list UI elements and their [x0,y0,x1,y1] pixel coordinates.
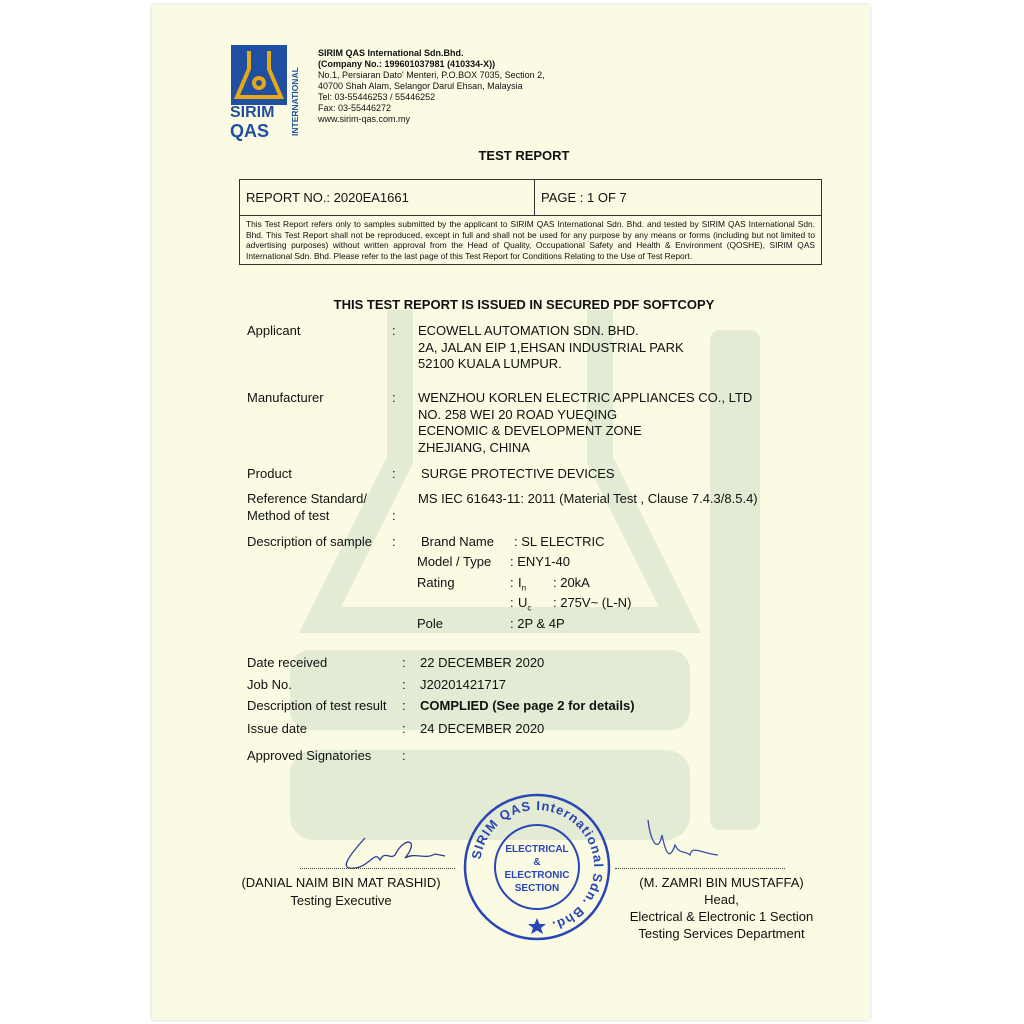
product-label: Product [247,466,292,481]
approved-label: Approved Signatories [247,748,372,763]
signature-line [300,868,455,869]
symbol: U [518,595,528,610]
colon: : [392,534,396,549]
standard-label [247,491,392,525]
colon: : [392,390,396,405]
applicant-label: Applicant [247,323,301,338]
stamp-star-icon [528,918,546,934]
signatory-title: Head, [704,892,739,907]
signatory-title: Testing Services Department [638,926,805,941]
symbol: I [518,575,522,590]
manufacturer-line: ZHEJIANG, CHINA [418,439,530,455]
logo-international: INTERNATIONAL [290,67,300,136]
report-number: REPORT NO.: 2020EA1661 [240,180,535,216]
result-value: COMPLIED (See page 2 for details) [420,698,635,713]
pole-label: Pole [417,616,444,631]
standard-label-line: Method of test [247,507,330,523]
applicant-row [247,323,684,373]
flask-gear-icon [231,45,287,105]
signature-zamri [640,815,720,875]
rating-label: Rating [417,575,455,590]
stamp-center-line: SECTION [514,883,560,894]
rating-uc-symbol [518,595,531,617]
brand-label: Brand Name [421,534,494,549]
model-value: : ENY1-40 [510,554,570,569]
signatory-title: Testing Executive [290,893,392,908]
disclaimer: This Test Report refers only to samples submitted by the applicant to SIRIM QAS International Sdn. Bhd. and tested by SIRIM QAS International Sdn. Bhd. This Test Report shall not be reproduced, except in full and shall not be used for any purpose by any means or forms (including but not limited to advertising purposes) without written approval from the Head of Quality, Occupational Safety and Health & Environment (QOSHE), SIRIM QAS International Sdn. Bhd. Please refer to the last page of this Test Report for Conditions Relating to the Use of Test Report. [240,216,822,265]
brand-value: : SL ELECTRIC [514,534,605,549]
colon: : [392,508,396,523]
document-title: TEST REPORT [478,148,570,163]
company-info [318,48,545,125]
date-received-value: 22 DECEMBER 2020 [420,655,545,670]
colon: : [510,595,514,610]
job-label: Job No. [247,677,292,692]
company-fax: Fax: 03-55446272 [318,103,392,113]
manufacturer-line: NO. 258 WEI 20 ROAD YUEQING [418,406,618,422]
standard-row [247,491,758,525]
logo-mark [231,45,287,105]
company-tel: Tel: 03-55446253 / 55446252 [318,92,436,102]
logo-qas: QAS [230,121,270,141]
subscript: n [521,583,527,593]
manufacturer-label: Manufacturer [247,390,324,405]
signatory-2 [614,874,829,942]
issue-date-row [247,721,544,738]
result-row [247,698,635,715]
manufacturer-line: WENZHOU KORLEN ELECTRIC APPLIANCES CO., LTD [418,390,753,405]
manufacturer-line: ECENOMIC & DEVELOPMENT ZONE [418,423,642,438]
applicant-line: 52100 KUALA LUMPUR. [418,356,562,371]
model-label: Model / Type [417,554,492,569]
manufacturer-value [418,390,752,456]
company-address-1: No.1, Persiaran Dato' Menteri, P.O.BOX 7035, Section 2, [318,70,545,80]
signatory-name: (M. ZAMRI BIN MUSTAFFA) [639,875,804,890]
rating-in-symbol [518,575,526,597]
logo-sirim: SIRIM [230,104,275,121]
job-value: J20201421717 [420,677,507,692]
pole-value: : 2P & 4P [510,616,565,631]
description-label: Description of sample [247,534,372,549]
product-row [247,466,615,483]
approved-row [247,748,420,765]
applicant-line: ECOWELL AUTOMATION SDN. BHD. [418,323,639,338]
stamp-center-line: & [533,857,541,868]
standard-label-line: Reference Standard/ [247,491,367,506]
stamp-center-line: ELECTRONIC [504,870,570,881]
colon: : [402,655,406,670]
issue-date-value: 24 DECEMBER 2020 [420,721,545,736]
manufacturer-row [247,390,752,456]
colon: : [402,721,406,736]
company-address-2: 40700 Shah Alam, Selangor Darul Ehsan, Malaysia [318,81,523,91]
report-info-table [239,179,822,265]
signatory-name: (DANIAL NAIM BIN MAT RASHID) [241,875,441,890]
colon: : [402,748,406,763]
company-name: SIRIM QAS International Sdn.Bhd. [318,48,464,58]
job-row [247,677,506,694]
standard-value: MS IEC 61643-11: 2011 (Material Test , Clause 7.4.3/8.5.4) [418,491,758,506]
colon: : [510,575,514,590]
product-value: SURGE PROTECTIVE DEVICES [421,466,615,481]
company-number: (Company No.: 199601037981 (410334-X)) [318,59,496,69]
signatory-title: Electrical & Electronic 1 Section [629,909,814,924]
subscript: c [527,603,532,613]
rating-uc-value: : 275V~ (L-N) [553,595,632,610]
signature-line [615,868,785,869]
colon: : [402,698,406,713]
colon: : [392,466,396,481]
stamp-center-line: ELECTRICAL [505,844,569,855]
date-received-label: Date received [247,655,328,670]
applicant-value [418,323,684,373]
official-stamp [462,792,612,942]
description-row [247,534,605,551]
secured-notice: THIS TEST REPORT IS ISSUED IN SECURED PDF SOFTCOPY [333,297,715,312]
result-label: Description of test result [247,698,387,713]
company-website: www.sirim-qas.com.my [318,114,411,124]
page-number: PAGE : 1 OF 7 [535,180,822,216]
stamp-ring-text: SIRIM QAS International Sdn. Bhd. [468,797,607,934]
rating-in-value: : 20kA [553,575,590,590]
date-received-row [247,655,544,672]
issue-date-label: Issue date [247,721,307,736]
applicant-line: 2A, JALAN EIP 1,EHSAN INDUSTRIAL PARK [418,339,684,355]
colon: : [402,677,406,692]
signatory-1 [225,874,457,910]
colon: : [392,323,396,338]
